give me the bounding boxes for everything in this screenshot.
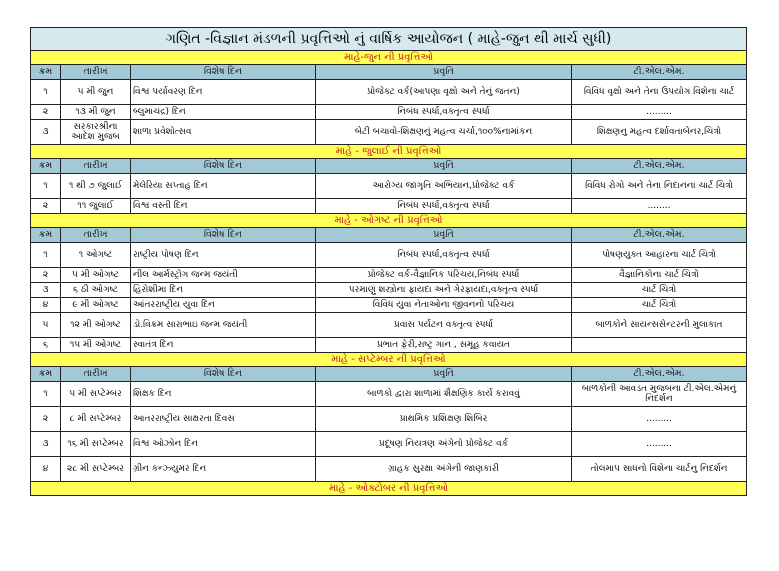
month-row: [31, 482, 747, 496]
row-date: ૯ મી ઓગષ્ટ: [61, 298, 131, 313]
header-tlm: ટી.એલ.એમ.: [572, 65, 747, 80]
row-special-day: વિશ્વ વસ્તી દિન: [131, 199, 316, 214]
row-activity: ગ્રાહક સુરક્ષા અંગેની જાણકારી: [316, 457, 572, 482]
row-special-day: વિશ્વ પર્યાવરણ દિન: [131, 80, 316, 105]
header-special-day: વિશેષ દિન: [131, 65, 316, 80]
header-date: તારીખ: [61, 65, 131, 80]
header-kram: ક્રમ: [31, 228, 61, 243]
activity-plan-table: [30, 27, 747, 496]
month-label: માહે - ઓગષ્ટ ની પ્રવૃત્તિઓ: [31, 214, 747, 228]
header-activity: પ્રવૃતિ: [316, 367, 572, 382]
row-number: ૩: [31, 120, 61, 145]
table-row: [31, 432, 747, 457]
row-special-day: શિક્ષક દિન: [131, 382, 316, 407]
header-activity: પ્રવૃતિ: [316, 228, 572, 243]
row-special-day: નીલ આર્મસ્ટ્રોંગ જન્મ જયંતી: [131, 268, 316, 283]
row-tlm: તોલમાપ સાધનો વિશેના ચાર્ટનુ નિદર્શન: [572, 457, 747, 482]
row-activity: નિબંધ સ્પર્ધા,વક્તૃત્વ સ્પર્ધા: [316, 243, 572, 268]
row-activity: પ્રાથમિક પ્રશિક્ષણ શિબિર: [316, 407, 572, 432]
row-number: ૨: [31, 268, 61, 283]
header-date: તારીખ: [61, 228, 131, 243]
row-activity: બાળકો દ્વારા શાળામાં શૈક્ષણિક કાર્ય કરાવવું: [316, 382, 572, 407]
row-number: ૨: [31, 199, 61, 214]
row-special-day: બ્લુમાચંદ્ર) દિન: [131, 105, 316, 120]
row-tlm: .........: [572, 407, 747, 432]
table-row: [31, 199, 747, 214]
row-number: ૨: [31, 407, 61, 432]
row-activity: નિબંધ સ્પર્ધા,વક્તૃત્વ સ્પર્ધા: [316, 199, 572, 214]
row-date: ૧૬ મી સપ્ટેમ્બર: [61, 432, 131, 457]
table-row: [31, 243, 747, 268]
row-special-day: શાળા પ્રવેશોત્સવ: [131, 120, 316, 145]
header-row: [31, 159, 747, 174]
table-row: [31, 268, 747, 283]
month-label: માહે - ઓક્ટોબર ની પ્રવૃત્તિઓ: [31, 482, 747, 496]
row-tlm: [572, 338, 747, 353]
header-activity: પ્રવૃતિ: [316, 65, 572, 80]
row-number: ૫: [31, 313, 61, 338]
row-date: ૫ મી સપ્ટેમ્બર: [61, 382, 131, 407]
row-special-day: આતરરાષ્ટ્રીય સાક્ષરતા દિવસ: [131, 407, 316, 432]
row-activity: બેટી બચાવો-શિક્ષણનું મહત્વ ચર્ચા,૧૦૦%નામાંકન: [316, 120, 572, 145]
row-tlm: વિવિધ વૃક્ષો અને તેના ઉપયોગ વિશેના ચાર્ટ: [572, 80, 747, 105]
row-tlm: શિક્ષણનુ મહત્વ દર્શાવતાબેનર,ચિત્રો: [572, 120, 747, 145]
header-kram: ક્રમ: [31, 159, 61, 174]
row-tlm: વૈજ્ઞાનિકોના ચાર્ટ ચિત્રો: [572, 268, 747, 283]
table-row: [31, 382, 747, 407]
page-title: ગણિત -વિજ્ઞાન મંડળની પ્રવૃત્તિઓ નું વાર્ષિક આયોજન ( માહે-જુન થી માર્ચ સુધી): [31, 28, 747, 51]
row-number: ૩: [31, 432, 61, 457]
table-row: [31, 105, 747, 120]
row-activity: પ્રવાસ પર્યટન વક્તૃત્વ સ્પર્ધા: [316, 313, 572, 338]
row-date: ૧૨ મી ઓગષ્ટ: [61, 313, 131, 338]
table-row: [31, 120, 747, 145]
row-number: ૧: [31, 174, 61, 199]
row-tlm: વિવિધ રોગો અને તેના નિદાનના ચાર્ટ ચિત્રો: [572, 174, 747, 199]
row-activity: નિબંધ સ્પર્ધા,વક્તૃત્વ સ્પર્ધા: [316, 105, 572, 120]
row-tlm: ........: [572, 199, 747, 214]
header-row: [31, 65, 747, 80]
table-row: [31, 457, 747, 482]
row-special-day: વિશ્વ ઓઝોન દિન: [131, 432, 316, 457]
header-date: તારીખ: [61, 367, 131, 382]
header-special-day: વિશેષ દિન: [131, 159, 316, 174]
row-number: ૪: [31, 457, 61, 482]
row-special-day: હિરોશીમા દિન: [131, 283, 316, 298]
table-row: [31, 298, 747, 313]
table-row: [31, 80, 747, 105]
activity-plan-sheet: [30, 27, 746, 496]
row-number: ૧: [31, 243, 61, 268]
row-special-day: આંતરરાષ્ટ્રીય યુવા દિન: [131, 298, 316, 313]
row-number: ૬: [31, 338, 61, 353]
month-row: [31, 214, 747, 228]
row-special-day: ડો.વિક્રમ સારાભાઇ જન્મ જયંતી: [131, 313, 316, 338]
row-activity: પ્રોજેક્ટ વર્ક-વૈજ્ઞાનિક પરિચય,નિબંધ સ્પર્ધા: [316, 268, 572, 283]
row-date: ૫ મી જુન: [61, 80, 131, 105]
row-special-day: રાષ્ટ્રીય પોષણ દિન: [131, 243, 316, 268]
row-activity: પ્રોજેક્ટ વર્ક(આપણા વૃક્ષો અને તેનું જતન): [316, 80, 572, 105]
row-date: ૧ ઓગષ્ટ: [61, 243, 131, 268]
header-kram: ક્રમ: [31, 367, 61, 382]
row-tlm: પોષણયુક્ત આહારના ચાર્ટ ચિત્રો: [572, 243, 747, 268]
row-activity: વિવિધ યુવા નેતાઓના જીવનનો પરિચય: [316, 298, 572, 313]
row-activity: આરોગ્ય જાગૃતિ અભિયાન,પ્રોજેક્ટ વર્ક: [316, 174, 572, 199]
row-tlm: બાળકોને સાયન્સસેન્ટરની મુલાકાત: [572, 313, 747, 338]
header-row: [31, 367, 747, 382]
month-label: માહે-જુન ની પ્રવૃત્તિઓ: [31, 51, 747, 65]
row-number: ૧: [31, 80, 61, 105]
row-tlm: બાળકોની આવડત મુજબના ટી.એલ.એમનું નિદર્શન: [572, 382, 747, 407]
row-special-day: સ્વાતંત્ર દિન: [131, 338, 316, 353]
header-tlm: ટી.એલ.એમ.: [572, 159, 747, 174]
month-row: [31, 51, 747, 65]
month-row: [31, 145, 747, 159]
row-tlm: ચાર્ટ ચિત્રો: [572, 283, 747, 298]
header-activity: પ્રવૃતિ: [316, 159, 572, 174]
table-row: [31, 407, 747, 432]
header-tlm: ટી.એલ.એમ.: [572, 367, 747, 382]
row-activity: પ્રદૂષણ નિયત્રણ અંગેનો પ્રોજેક્ટ વર્ક: [316, 432, 572, 457]
row-date: સરકારશ્રીના આદેશ મુજબ: [61, 120, 131, 145]
row-date: ૧૫ મી ઓગષ્ટ: [61, 338, 131, 353]
row-activity: પ્રભાત ફેરી,રાષ્ટ્ર ગાન , સમૂહ કવાયત: [316, 338, 572, 353]
month-label: માહે - જુલાઈ ની પ્રવૃત્તિઓ: [31, 145, 747, 159]
header-tlm: ટી.એલ.એમ.: [572, 228, 747, 243]
row-activity: પરમાણું શસ્ત્રોના ફાયદા અને ગેરફાયદા,વક્તૃત્વ સ્પર્ધા: [316, 283, 572, 298]
row-number: ૪: [31, 298, 61, 313]
table-row: [31, 174, 747, 199]
row-special-day: ગ્રીન કન્ઝ્યુમર દિન: [131, 457, 316, 482]
month-row: [31, 353, 747, 367]
table-row: [31, 313, 747, 338]
row-special-day: મેલેરિયા સપ્તાહ દિન: [131, 174, 316, 199]
row-number: ૧: [31, 382, 61, 407]
table-body: [31, 28, 747, 496]
row-date: ૫ મી ઓગષ્ટ: [61, 268, 131, 283]
row-number: ૩: [31, 283, 61, 298]
row-date: ૧ થી ૭ જુલાઈ: [61, 174, 131, 199]
table-row: [31, 283, 747, 298]
row-tlm: .........: [572, 105, 747, 120]
row-tlm: .........: [572, 432, 747, 457]
header-row: [31, 228, 747, 243]
row-date: ૮ મી સપ્ટેમ્બર: [61, 407, 131, 432]
table-row: [31, 338, 747, 353]
row-tlm: ચાર્ટ ચિત્રો: [572, 298, 747, 313]
row-date: ૧૩ મી જુન: [61, 105, 131, 120]
header-kram: ક્રમ: [31, 65, 61, 80]
title-row: [31, 28, 747, 51]
row-number: ૨: [31, 105, 61, 120]
header-special-day: વિશેષ દિન: [131, 228, 316, 243]
month-label: માહે - સપ્ટેમ્બર ની પ્રવૃત્તિઓ: [31, 353, 747, 367]
row-date: ૧૧ જુલાઈ: [61, 199, 131, 214]
header-date: તારીખ: [61, 159, 131, 174]
header-special-day: વિશેષ દિન: [131, 367, 316, 382]
row-date: ૨૮ મી સપ્ટેમ્બર: [61, 457, 131, 482]
row-date: ૬ ઠી ઓગષ્ટ: [61, 283, 131, 298]
